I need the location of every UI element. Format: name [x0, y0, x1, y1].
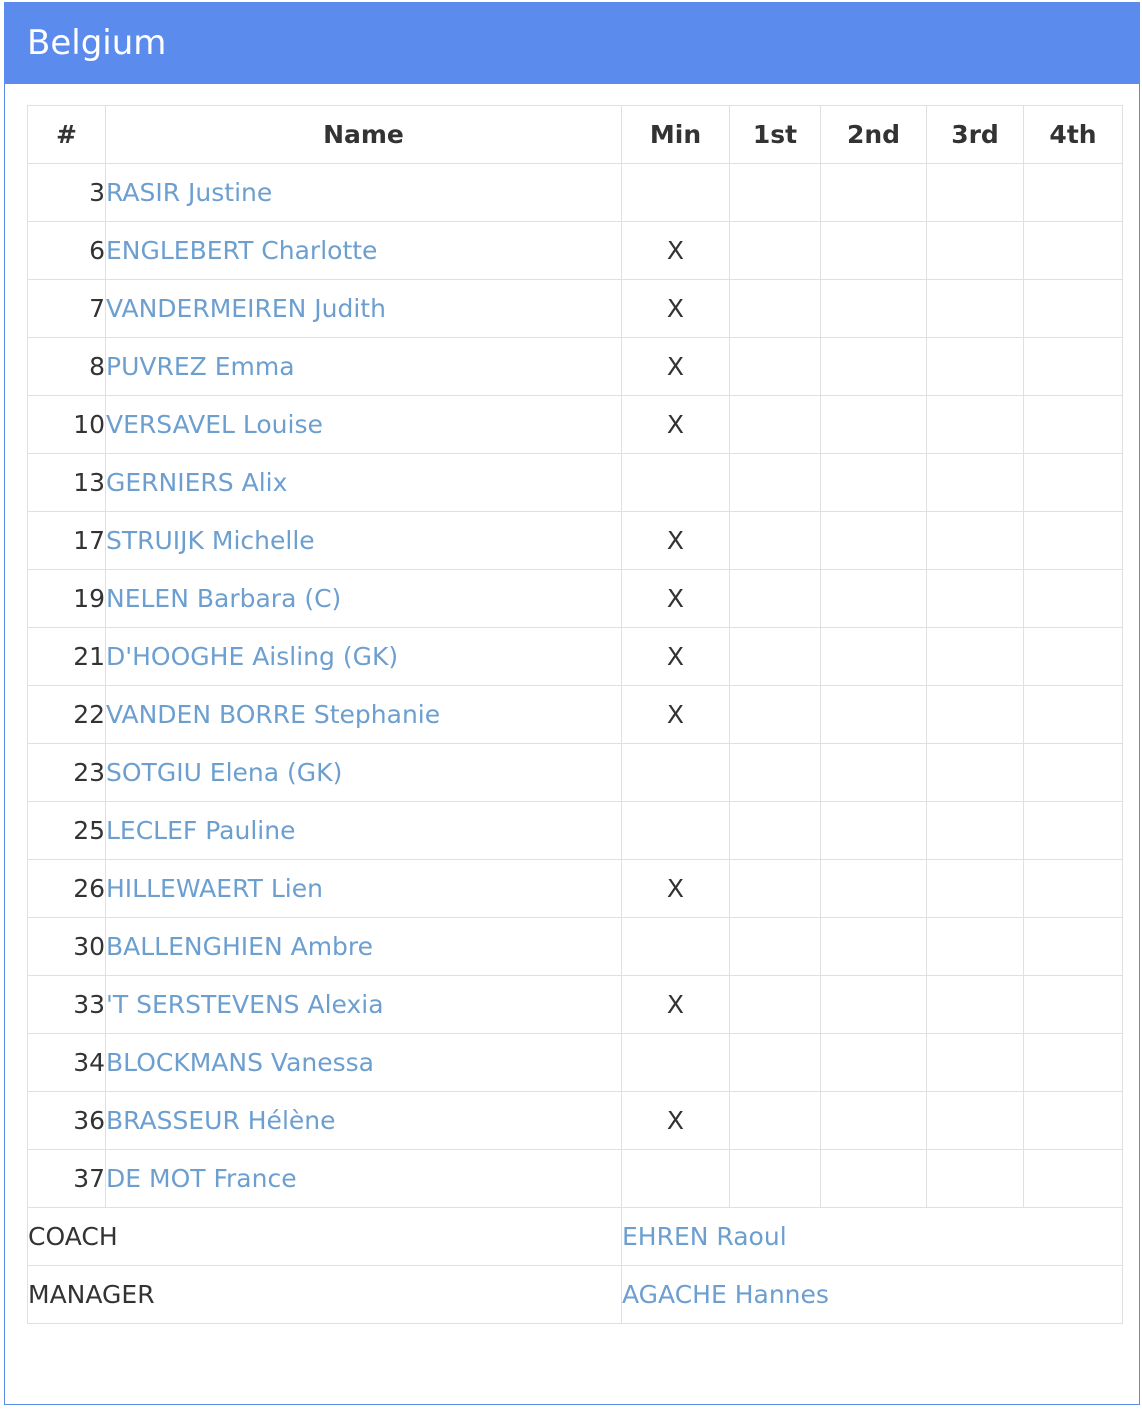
player-4th-cell: [1024, 338, 1123, 396]
player-name-cell: [106, 396, 622, 454]
player-number: 37: [28, 1150, 106, 1208]
team-panel: [4, 2, 1140, 1405]
player-name-cell: [106, 454, 622, 512]
player-name-cell: [106, 1092, 622, 1150]
player-min-mark: [622, 744, 730, 802]
header-3rd: 3rd: [927, 106, 1024, 164]
header-4th: 4th: [1024, 106, 1123, 164]
player-1st-cell: [730, 454, 821, 512]
player-number: 3: [28, 164, 106, 222]
player-3rd-cell: [927, 570, 1024, 628]
player-row: [28, 802, 1123, 860]
player-3rd-cell: [927, 976, 1024, 1034]
player-number: 36: [28, 1092, 106, 1150]
player-number: 23: [28, 744, 106, 802]
player-3rd-cell: [927, 744, 1024, 802]
player-number: 13: [28, 454, 106, 512]
player-2nd-cell: [821, 454, 927, 512]
player-4th-cell: [1024, 280, 1123, 338]
player-name-link[interactable]: VANDEN BORRE Stephanie: [106, 700, 441, 729]
player-name-cell: [106, 802, 622, 860]
player-min-mark: X: [622, 628, 730, 686]
header-2nd: 2nd: [821, 106, 927, 164]
staff-name-link[interactable]: EHREN Raoul: [622, 1222, 787, 1251]
player-name-cell: [106, 628, 622, 686]
player-1st-cell: [730, 396, 821, 454]
player-3rd-cell: [927, 512, 1024, 570]
player-name-link[interactable]: DE MOT France: [106, 1164, 297, 1193]
player-3rd-cell: [927, 628, 1024, 686]
player-min-mark: [622, 918, 730, 976]
player-row: [28, 744, 1123, 802]
player-row: [28, 1092, 1123, 1150]
player-row: [28, 918, 1123, 976]
player-min-mark: X: [622, 860, 730, 918]
player-3rd-cell: [927, 860, 1024, 918]
player-3rd-cell: [927, 164, 1024, 222]
player-3rd-cell: [927, 280, 1024, 338]
player-3rd-cell: [927, 918, 1024, 976]
player-min-mark: [622, 454, 730, 512]
player-min-mark: X: [622, 1092, 730, 1150]
player-row: [28, 396, 1123, 454]
player-name-cell: [106, 512, 622, 570]
player-1st-cell: [730, 512, 821, 570]
player-number: 21: [28, 628, 106, 686]
player-3rd-cell: [927, 454, 1024, 512]
player-number: 26: [28, 860, 106, 918]
player-2nd-cell: [821, 338, 927, 396]
player-4th-cell: [1024, 454, 1123, 512]
player-2nd-cell: [821, 280, 927, 338]
header-1st: 1st: [730, 106, 821, 164]
player-4th-cell: [1024, 744, 1123, 802]
player-3rd-cell: [927, 802, 1024, 860]
player-2nd-cell: [821, 1150, 927, 1208]
player-min-mark: [622, 1150, 730, 1208]
team-title: Belgium: [5, 3, 1139, 84]
player-1st-cell: [730, 686, 821, 744]
player-1st-cell: [730, 744, 821, 802]
player-row: [28, 454, 1123, 512]
player-min-mark: X: [622, 570, 730, 628]
player-row: [28, 512, 1123, 570]
player-number: 8: [28, 338, 106, 396]
player-name-link[interactable]: VERSAVEL Louise: [106, 410, 323, 439]
player-3rd-cell: [927, 686, 1024, 744]
player-4th-cell: [1024, 1150, 1123, 1208]
player-2nd-cell: [821, 164, 927, 222]
player-name-cell: [106, 222, 622, 280]
player-number: 30: [28, 918, 106, 976]
player-name-cell: [106, 164, 622, 222]
player-4th-cell: [1024, 222, 1123, 280]
player-4th-cell: [1024, 396, 1123, 454]
player-number: 6: [28, 222, 106, 280]
player-name-link[interactable]: BRASSEUR Hélène: [106, 1106, 336, 1135]
player-2nd-cell: [821, 686, 927, 744]
player-4th-cell: [1024, 164, 1123, 222]
player-1st-cell: [730, 976, 821, 1034]
player-4th-cell: [1024, 976, 1123, 1034]
player-2nd-cell: [821, 570, 927, 628]
player-name-link[interactable]: GERNIERS Alix: [106, 468, 288, 497]
staff-name-cell: [622, 1266, 1123, 1324]
player-name-cell: [106, 976, 622, 1034]
player-2nd-cell: [821, 860, 927, 918]
player-name-link[interactable]: RASIR Justine: [106, 178, 273, 207]
player-name-link[interactable]: VANDERMEIREN Judith: [106, 294, 386, 323]
player-3rd-cell: [927, 1092, 1024, 1150]
player-row: [28, 338, 1123, 396]
player-name-cell: [106, 280, 622, 338]
player-number: 17: [28, 512, 106, 570]
header-min: Min: [622, 106, 730, 164]
player-name-cell: [106, 686, 622, 744]
player-2nd-cell: [821, 976, 927, 1034]
player-row: [28, 570, 1123, 628]
player-4th-cell: [1024, 1092, 1123, 1150]
player-min-mark: X: [622, 280, 730, 338]
player-1st-cell: [730, 1150, 821, 1208]
player-number: 34: [28, 1034, 106, 1092]
staff-role: COACH: [28, 1208, 622, 1266]
player-4th-cell: [1024, 1034, 1123, 1092]
player-name-cell: [106, 1034, 622, 1092]
player-number: 33: [28, 976, 106, 1034]
player-2nd-cell: [821, 1092, 927, 1150]
player-3rd-cell: [927, 396, 1024, 454]
player-row: [28, 1150, 1123, 1208]
player-4th-cell: [1024, 686, 1123, 744]
player-min-mark: X: [622, 686, 730, 744]
player-min-mark: X: [622, 512, 730, 570]
player-number: 25: [28, 802, 106, 860]
player-name-cell: [106, 744, 622, 802]
player-1st-cell: [730, 222, 821, 280]
player-row: [28, 280, 1123, 338]
player-2nd-cell: [821, 918, 927, 976]
player-name-link[interactable]: STRUIJK Michelle: [106, 526, 315, 555]
player-1st-cell: [730, 338, 821, 396]
player-2nd-cell: [821, 396, 927, 454]
staff-role: MANAGER: [28, 1266, 622, 1324]
player-1st-cell: [730, 1092, 821, 1150]
player-number: 22: [28, 686, 106, 744]
player-name-link[interactable]: PUVREZ Emma: [106, 352, 295, 381]
player-number: 19: [28, 570, 106, 628]
staff-row: [28, 1266, 1123, 1324]
player-name-link[interactable]: 'T SERSTEVENS Alexia: [106, 990, 384, 1019]
player-min-mark: [622, 164, 730, 222]
player-2nd-cell: [821, 222, 927, 280]
player-name-cell: [106, 1150, 622, 1208]
roster-table: [27, 105, 1123, 1324]
player-row: [28, 1034, 1123, 1092]
player-name-link[interactable]: SOTGIU Elena (GK): [106, 758, 343, 787]
player-2nd-cell: [821, 1034, 927, 1092]
player-row: [28, 686, 1123, 744]
player-3rd-cell: [927, 338, 1024, 396]
player-min-mark: X: [622, 396, 730, 454]
player-name-link[interactable]: NELEN Barbara (C): [106, 584, 342, 613]
player-name-link[interactable]: HILLEWAERT Lien: [106, 874, 323, 903]
player-name-link[interactable]: BLOCKMANS Vanessa: [106, 1048, 374, 1077]
player-2nd-cell: [821, 512, 927, 570]
player-1st-cell: [730, 280, 821, 338]
player-1st-cell: [730, 1034, 821, 1092]
staff-name-cell: [622, 1208, 1123, 1266]
player-1st-cell: [730, 570, 821, 628]
player-row: [28, 628, 1123, 686]
player-row: [28, 860, 1123, 918]
player-min-mark: X: [622, 222, 730, 280]
player-name-cell: [106, 570, 622, 628]
player-4th-cell: [1024, 918, 1123, 976]
header-name: Name: [106, 106, 622, 164]
player-name-cell: [106, 918, 622, 976]
player-3rd-cell: [927, 1034, 1024, 1092]
player-name-link[interactable]: BALLENGHIEN Ambre: [106, 932, 374, 961]
header-number: #: [28, 106, 106, 164]
player-2nd-cell: [821, 744, 927, 802]
player-min-mark: [622, 1034, 730, 1092]
player-min-mark: X: [622, 338, 730, 396]
player-name-cell: [106, 338, 622, 396]
header-row: [28, 106, 1123, 164]
player-min-mark: X: [622, 976, 730, 1034]
player-3rd-cell: [927, 1150, 1024, 1208]
player-1st-cell: [730, 802, 821, 860]
player-row: [28, 222, 1123, 280]
player-4th-cell: [1024, 570, 1123, 628]
staff-name-link[interactable]: AGACHE Hannes: [622, 1280, 829, 1309]
player-4th-cell: [1024, 512, 1123, 570]
player-1st-cell: [730, 164, 821, 222]
player-4th-cell: [1024, 628, 1123, 686]
player-name-link[interactable]: D'HOOGHE Aisling (GK): [106, 642, 399, 671]
player-3rd-cell: [927, 222, 1024, 280]
player-1st-cell: [730, 860, 821, 918]
player-4th-cell: [1024, 802, 1123, 860]
player-min-mark: [622, 802, 730, 860]
staff-row: [28, 1208, 1123, 1266]
player-1st-cell: [730, 918, 821, 976]
player-name-link[interactable]: ENGLEBERT Charlotte: [106, 236, 378, 265]
player-number: 10: [28, 396, 106, 454]
player-name-link[interactable]: LECLEF Pauline: [106, 816, 296, 845]
player-2nd-cell: [821, 802, 927, 860]
player-row: [28, 164, 1123, 222]
player-4th-cell: [1024, 860, 1123, 918]
player-row: [28, 976, 1123, 1034]
player-number: 7: [28, 280, 106, 338]
player-1st-cell: [730, 628, 821, 686]
player-name-cell: [106, 860, 622, 918]
player-2nd-cell: [821, 628, 927, 686]
